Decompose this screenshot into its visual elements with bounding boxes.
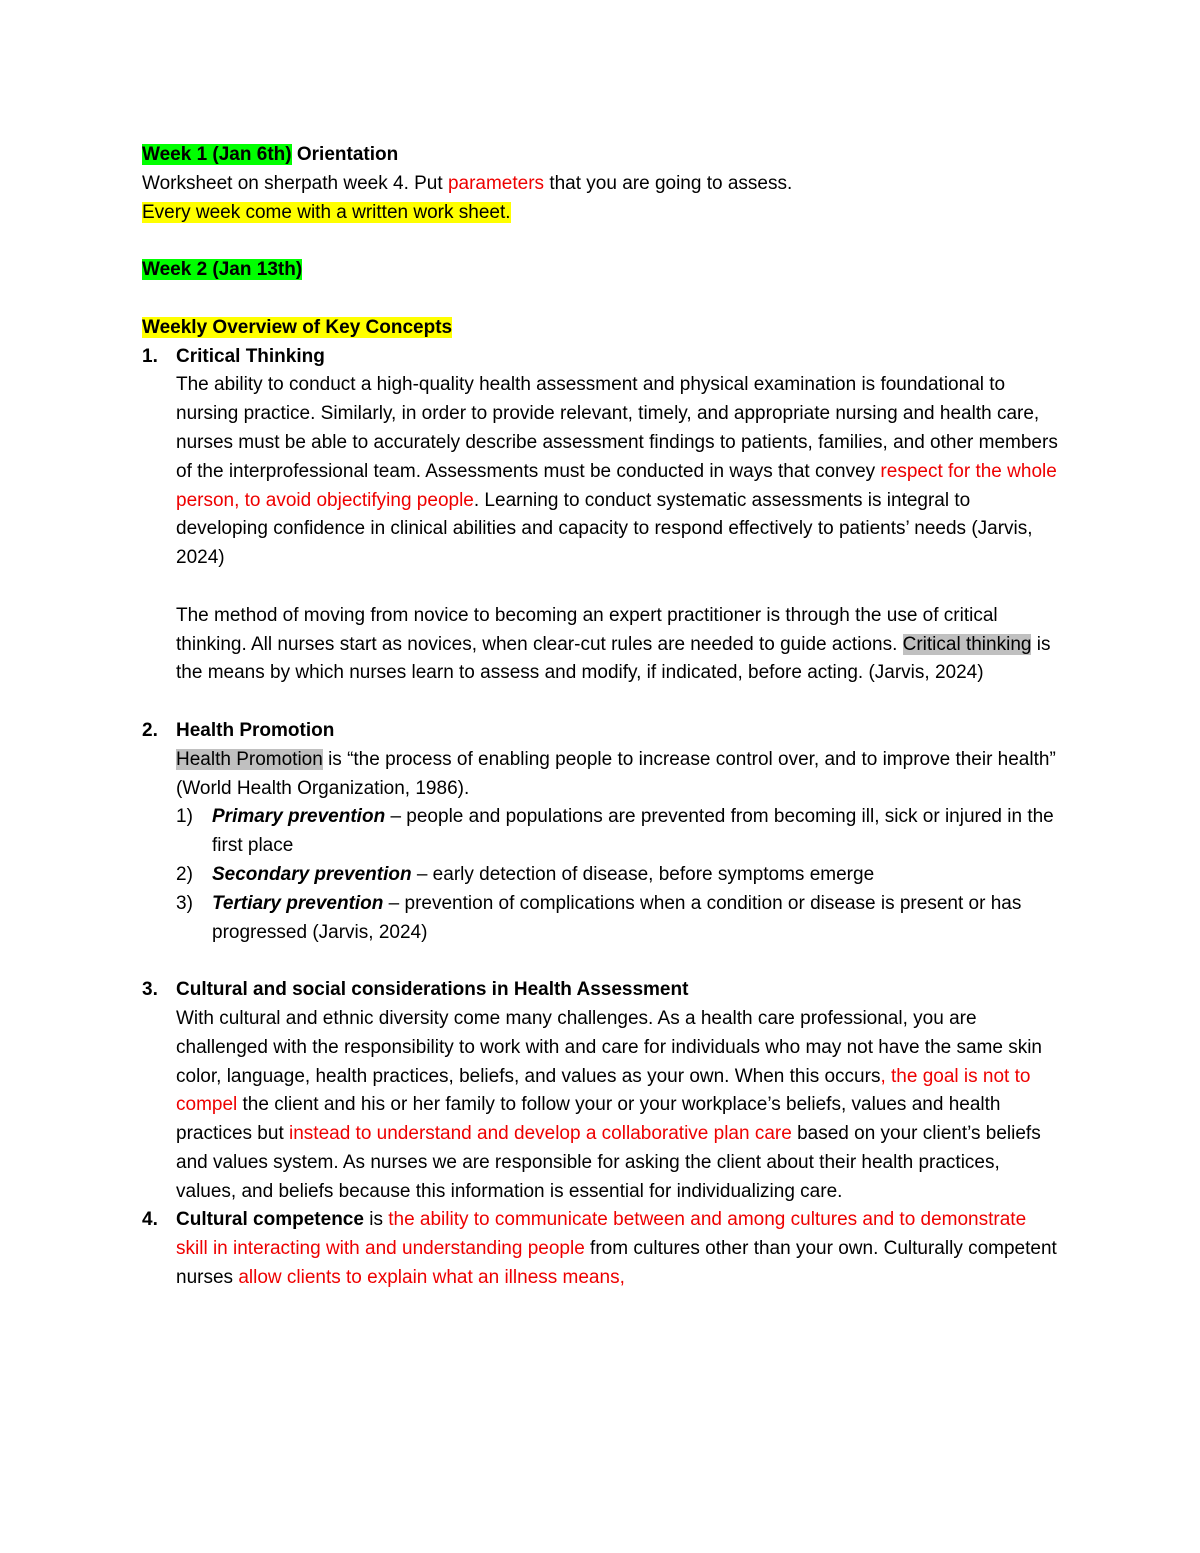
week2-label: Week 2 (Jan 13th) — [142, 259, 303, 281]
week1-heading — [142, 141, 1062, 170]
text-run: is “the process of enabling people to increase control over, and to improve their health” (World Health Organization, 1986). — [176, 748, 1056, 799]
week1-title: Orientation — [296, 144, 399, 165]
text-run: The ability to conduct a high-quality health assessment and physical examination is foundational to nursing practice. Similarly, in order to provide relevant, timely, and appropriate nursing and health care, nurses must be able to accurately describe assessment findings to patients, families, and other members of the interprofessional team. Assessments must be conducted in ways that convey — [176, 374, 1058, 482]
sub-text: – prevention of complications when a condition or disease is present or has progressed (Jarvis, 2024) — [212, 892, 1022, 943]
red-text: allow clients to explain what an illness means, — [238, 1267, 625, 1289]
list-number: 4. — [142, 1209, 158, 1231]
overview-title: Weekly Overview of Key Concepts — [142, 316, 453, 338]
item-title: Cultural and social considerations in Health Assessment — [176, 979, 689, 1001]
item-title: Critical Thinking — [176, 345, 325, 367]
sub-term: Primary prevention — [212, 806, 386, 828]
item-title: Health Promotion — [176, 719, 335, 741]
week1-line1 — [142, 170, 1062, 199]
red-text: respect for the whole person, to avoid objectifying people — [176, 460, 1057, 511]
text-run: With cultural and ethnic diversity come many challenges. As a health care professional, you are challenged with the responsibility to work with and care for individuals who may not have the same skin color, language, health practices, beliefs, and values as your own. When this occurs — [176, 1007, 1043, 1087]
sub-term: Tertiary prevention — [212, 892, 384, 914]
item-paragraph — [176, 1206, 1062, 1292]
text-run: the client and his or her family to follow your or your workplace’s beliefs, values and health practices but — [176, 1094, 1001, 1145]
sub-text: – early detection of disease, before symptoms emerge — [411, 863, 875, 885]
red-text: instead to understand and develop a collaborative plan care — [289, 1123, 792, 1145]
item-paragraph — [176, 746, 1062, 804]
text-run: based on your client’s beliefs and values system. As nurses we are responsible for asking the client about their health practices, values, and beliefs because this information is essential for individualizing care. — [176, 1123, 1041, 1202]
sub-number: 2) — [176, 863, 193, 885]
list-item-critical-thinking — [142, 343, 1062, 689]
list-item-cultural-social — [142, 976, 1062, 1206]
week1-label: Week 1 (Jan 6th) — [142, 144, 292, 165]
sub-item-secondary — [142, 861, 1062, 890]
overview-heading — [142, 314, 1062, 343]
sub-text: – people and populations are prevented from becoming ill, sick or injured in the first place — [212, 806, 1054, 857]
red-text: parameters — [447, 172, 545, 194]
item-paragraph — [176, 1005, 1062, 1207]
document-page — [142, 141, 1062, 1293]
list-number: 3. — [142, 979, 158, 1001]
sub-item-primary — [142, 803, 1062, 861]
item-title: Cultural competence — [176, 1209, 364, 1231]
text-run: from cultures other than your own. Culturally competent nurses — [176, 1238, 1057, 1289]
text-run: The method of moving from novice to becoming an expert practitioner is through the use of critical thinking. All nurses start as novices, when clear-cut rules are needed to guide actions. — [176, 604, 998, 655]
text-run: that you are going to assess. — [544, 172, 793, 194]
gray-highlight: Critical thinking — [902, 633, 1032, 655]
sub-term: Secondary prevention — [212, 863, 412, 885]
text-run: is — [363, 1209, 389, 1231]
text-run: Worksheet on sherpath week 4. Put — [142, 172, 448, 194]
red-text: , the goal is not to compel — [176, 1065, 1031, 1116]
list-item-health-promotion — [142, 717, 1062, 803]
text-run: . Learning to conduct systematic assessments is integral to developing confidence in clinical abilities and capacity to respond effectively to patients’ needs (Jarvis, 2024) — [176, 489, 1033, 569]
text-run: is the means by which nurses learn to assess and modify, if indicated, before acting. (Jarvis, 2024) — [176, 633, 1051, 684]
sub-number: 1) — [176, 806, 193, 828]
highlighted-text: Every week come with a written work sheet. — [142, 201, 511, 223]
item-paragraph — [176, 602, 1062, 688]
list-number: 1. — [142, 345, 158, 367]
list-number: 2. — [142, 719, 158, 741]
gray-highlight: Health Promotion — [176, 748, 323, 770]
red-text: the ability to communicate between and among cultures and to demonstrate skill in interacting with and understanding people — [176, 1209, 1027, 1260]
sub-item-tertiary — [142, 890, 1062, 948]
week2-heading — [142, 256, 1062, 285]
list-item-cultural-competence — [142, 1206, 1062, 1292]
item-paragraph — [176, 371, 1062, 573]
sub-number: 3) — [176, 892, 193, 914]
week1-line2 — [142, 199, 1062, 228]
